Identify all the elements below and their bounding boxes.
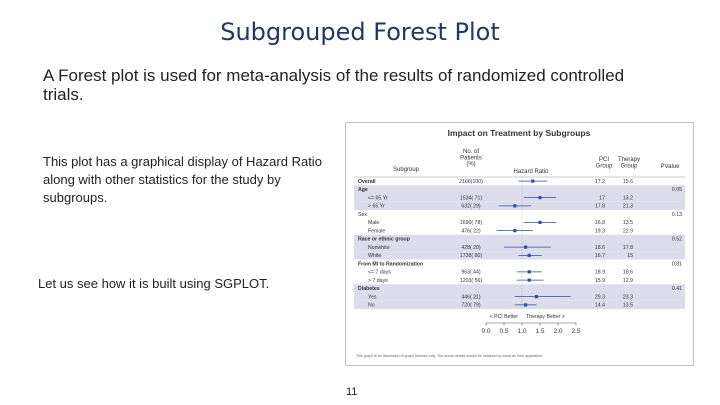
row-therapy-value: 21.3 <box>622 203 633 210</box>
row-patients: 428( 20) <box>461 244 481 251</box>
hr-marker <box>535 295 538 298</box>
row-patients: 720( 79) <box>461 302 481 309</box>
header-pci-group: Group <box>595 163 613 170</box>
row-therapy-value: 13.2 <box>622 195 633 202</box>
row-label: <= 65 Yr <box>368 195 388 202</box>
row-pci-value: 16.8 <box>594 220 605 227</box>
hr-marker <box>513 229 516 232</box>
hr-marker <box>528 279 531 282</box>
forest-plot <box>346 123 693 365</box>
row-pci-value: 15.9 <box>594 277 605 284</box>
hr-marker <box>524 246 527 249</box>
row-therapy-value: 17.8 <box>622 244 633 251</box>
row-label: Race or ethnic group <box>358 236 410 243</box>
row-label: <= 7 days <box>368 269 391 276</box>
row-pci-value: 18.9 <box>594 269 605 276</box>
row-label: Overall <box>358 178 376 185</box>
row-shade <box>354 284 685 292</box>
row-therapy-value: 13.5 <box>622 302 633 309</box>
chart-title: Impact on Treatment by Subgroups <box>447 128 591 138</box>
row-label: No <box>368 302 375 309</box>
row-pvalue: 0.41 <box>671 286 682 293</box>
row-label: Yes <box>368 294 377 301</box>
hr-marker <box>528 254 531 257</box>
row-patients: 963( 44) <box>461 269 481 276</box>
row-patients: 1738( 80) <box>459 253 483 260</box>
row-label: Diabetes <box>358 286 380 293</box>
row-pci-value: 14.4 <box>594 302 605 309</box>
row-patients: 1534( 71) <box>459 195 483 202</box>
row-label: Sex <box>358 211 367 218</box>
hr-marker <box>524 303 527 306</box>
x-tick-label: 1.0 <box>517 328 527 335</box>
row-therapy-value: 15 <box>627 253 633 260</box>
row-therapy-value: 15.6 <box>622 178 633 185</box>
row-patients: 1203( 56) <box>459 277 483 284</box>
header-therapy-group: Therapy <box>617 157 641 163</box>
hr-marker <box>528 270 531 273</box>
forest-plot-figure <box>345 122 694 366</box>
row-pci-value: 19.3 <box>594 228 605 235</box>
row-pci-value: 17.2 <box>594 178 605 185</box>
hr-marker <box>538 221 541 224</box>
row-therapy-value: 13.5 <box>622 220 633 227</box>
header-subgroup: Subgroup <box>392 167 420 173</box>
row-label: Male <box>368 220 380 227</box>
hr-marker <box>538 196 541 199</box>
row-label: White <box>368 253 382 260</box>
row-label: > 7 days <box>368 277 388 284</box>
row-label: From MI to Randomization <box>358 261 424 268</box>
x-tick-label: 2.0 <box>553 328 563 335</box>
header-therapy-group: Group <box>620 163 638 170</box>
row-pci-value: 16.7 <box>594 253 605 260</box>
row-therapy-value: 23.3 <box>622 294 633 301</box>
chart-footnote: This graph is for discussion of graph features only. The actual details should be obtained by users as their application. <box>356 354 544 358</box>
row-patients: 446( 21) <box>461 294 481 301</box>
row-therapy-value: 22.9 <box>622 228 633 235</box>
x-tick-label: 1.5 <box>535 328 545 335</box>
row-pci-value: 17 <box>599 195 605 202</box>
slide-title: Subgrouped Forest Plot <box>220 18 500 46</box>
row-pvalue: 0.05 <box>671 187 682 194</box>
x-tick-label: 0.0 <box>481 328 491 335</box>
row-label: Female <box>368 228 386 235</box>
row-patients: 1690( 78) <box>459 220 483 227</box>
row-shade <box>354 185 685 193</box>
row-label: Age <box>358 187 368 194</box>
header-hazard-ratio: Hazard Ratio <box>513 169 549 175</box>
row-pci-value: 29.3 <box>594 294 605 301</box>
row-patients: 632( 29) <box>461 203 481 210</box>
intro-paragraph: A Forest plot is used for meta-analysis of the results of randomized controlled trials. <box>43 66 625 104</box>
row-patients: 2166(100) <box>459 178 483 185</box>
row-label: > 65 Yr <box>368 203 385 210</box>
row-shade <box>354 194 685 202</box>
sgplot-paragraph: Let us see how it is built using SGPLOT. <box>38 276 270 291</box>
header-pci-group: PCI <box>598 157 610 163</box>
row-pci-value: 18.6 <box>594 244 605 251</box>
row-pvalue: 0.81 <box>671 261 682 268</box>
hr-marker <box>513 204 516 207</box>
direction-label-therapy: Therapy Better > <box>526 314 565 320</box>
row-therapy-value: 12.9 <box>622 277 633 284</box>
page-number: 11 <box>346 386 358 398</box>
header-patients: Patients <box>460 155 482 162</box>
header-patients: No. of <box>462 149 480 155</box>
row-pvalue: 0.52 <box>671 236 682 243</box>
hr-marker <box>531 180 534 183</box>
row-label: Nonwhite <box>368 244 390 251</box>
x-tick-label: 2.5 <box>571 328 581 335</box>
header-pvalue: PValue <box>660 164 680 170</box>
x-tick-label: 0.5 <box>499 328 509 335</box>
row-patients: 476( 22) <box>461 228 481 235</box>
row-pci-value: 17.8 <box>594 203 605 210</box>
row-pvalue: 0.13 <box>671 211 682 218</box>
row-therapy-value: 18.6 <box>622 269 633 276</box>
description-paragraph: This plot has a graphical display of Hazard Ratio along with other statistics for the study by subgroups. <box>43 154 322 205</box>
direction-label-pci: < PCI Better <box>489 314 518 320</box>
header-patients: (%) <box>466 161 476 168</box>
